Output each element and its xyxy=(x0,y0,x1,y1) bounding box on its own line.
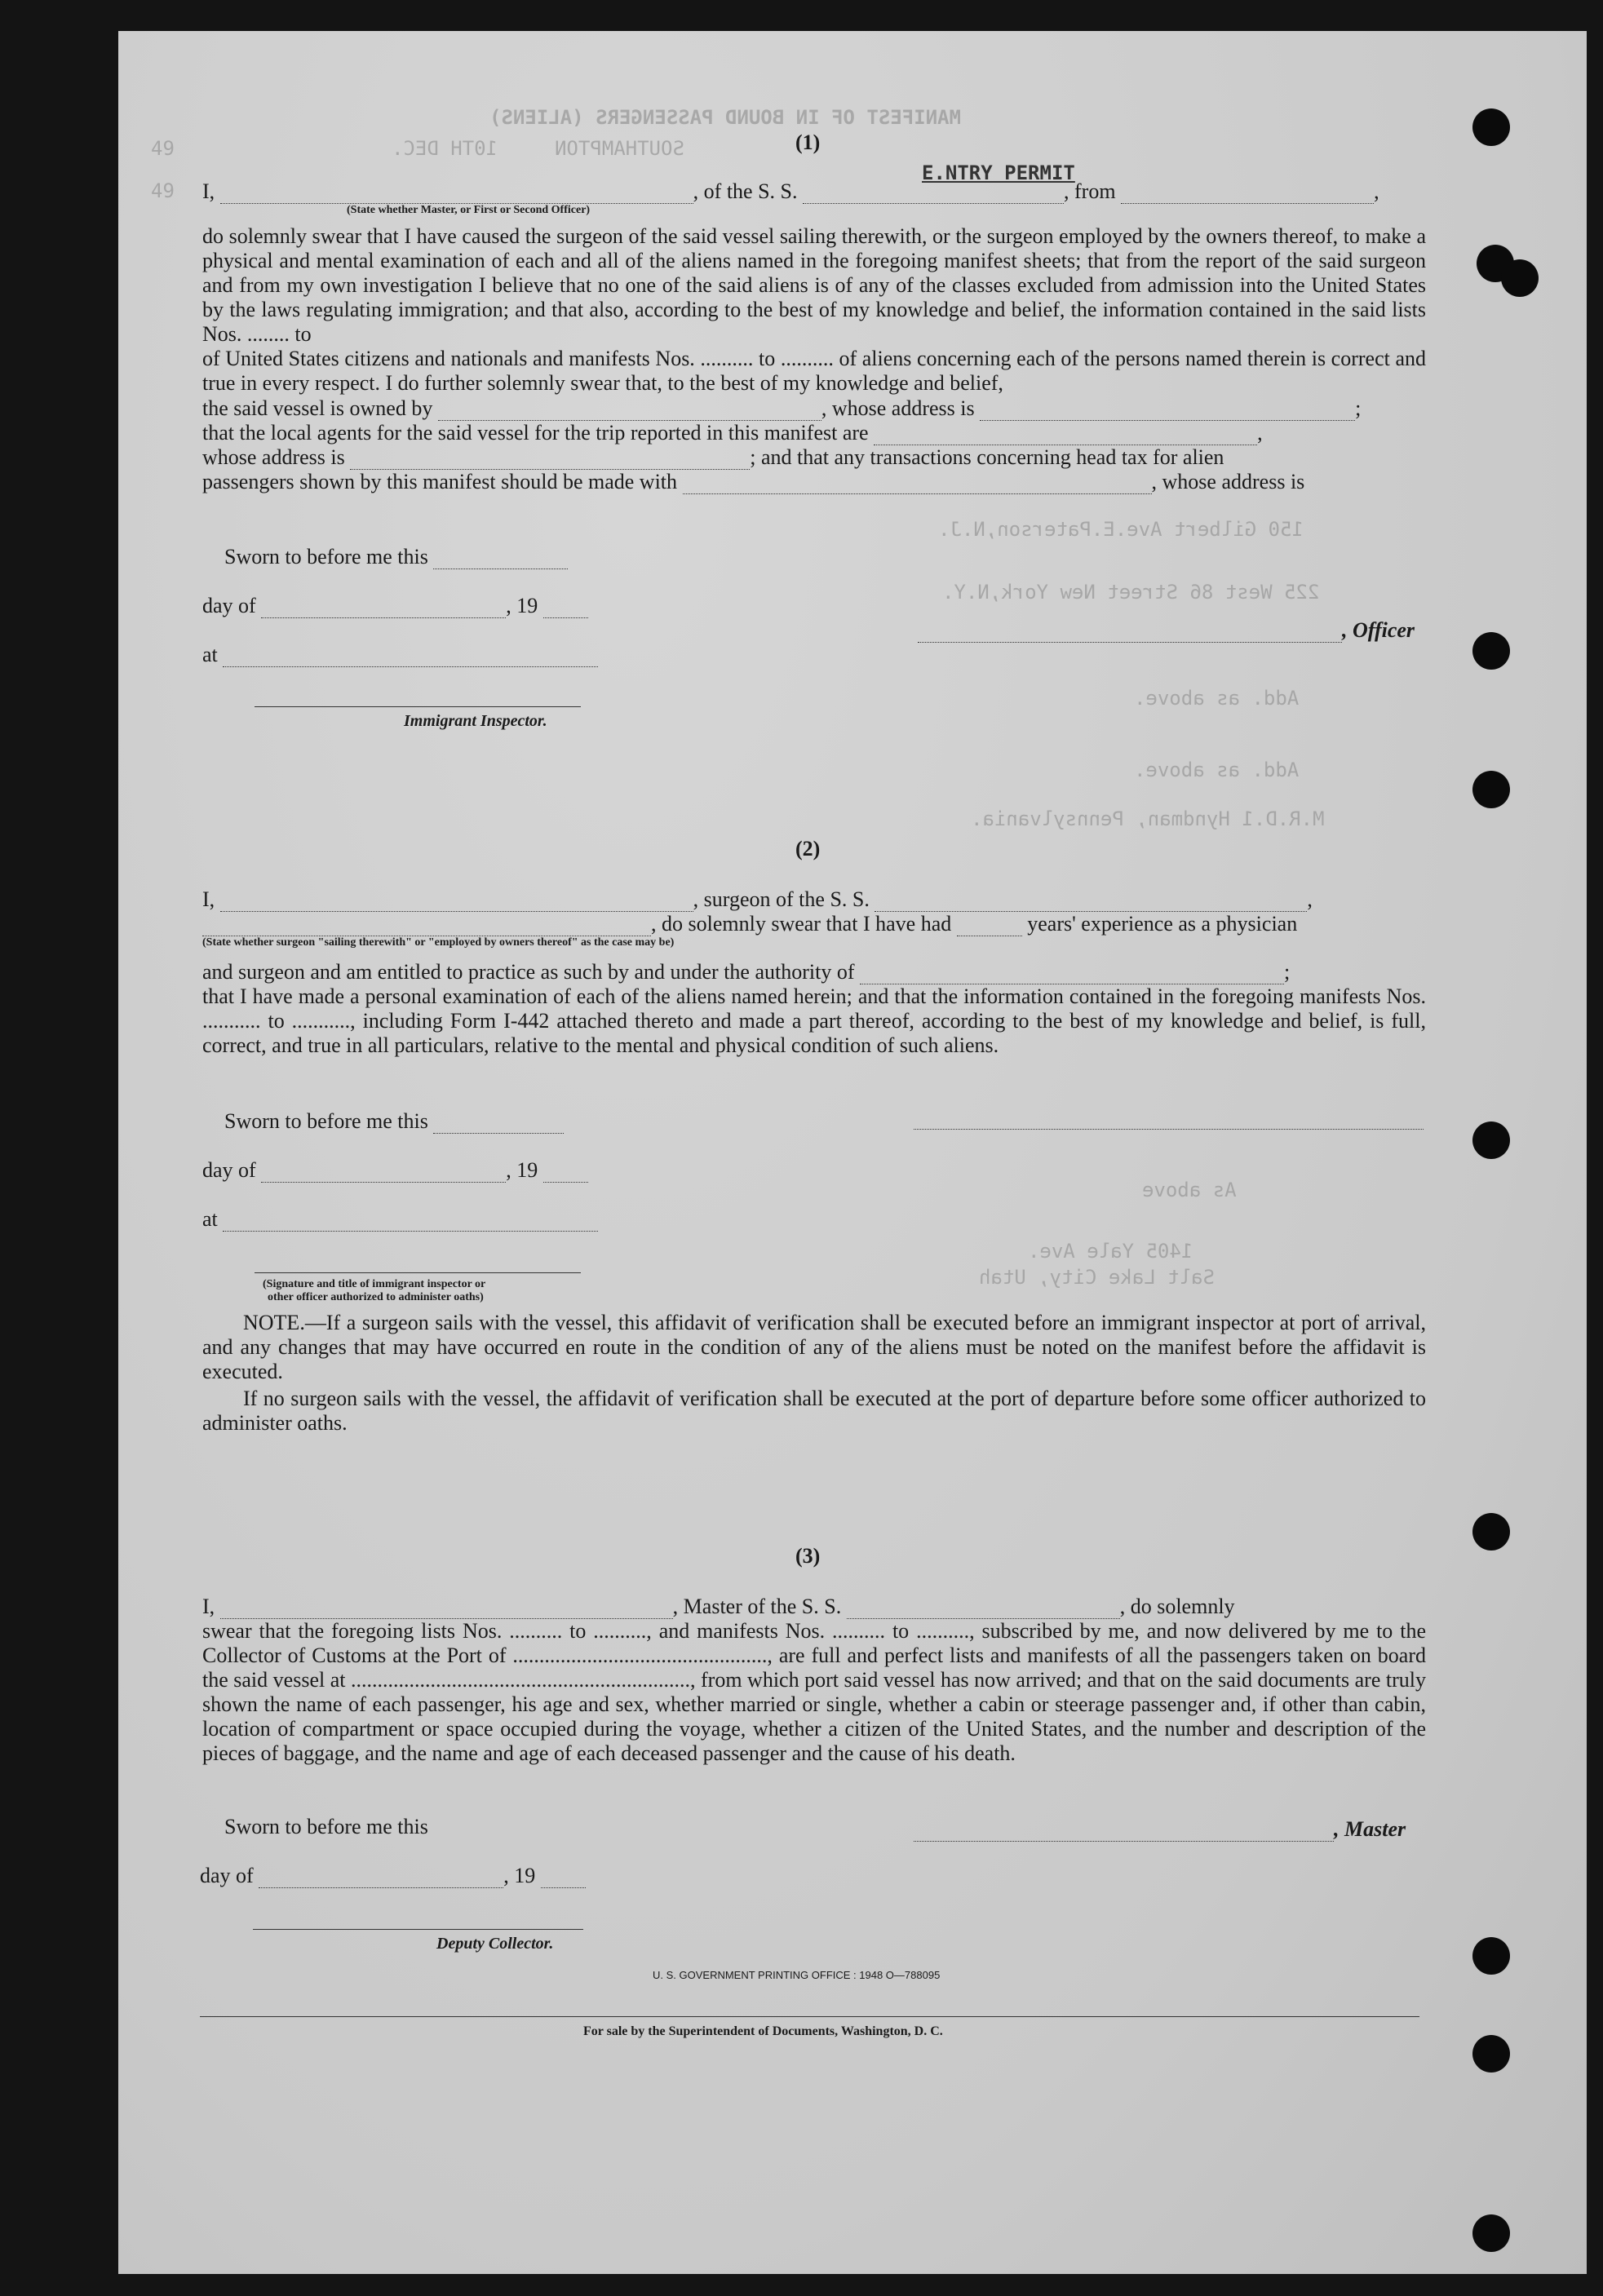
blank-line[interactable] xyxy=(223,645,598,667)
punch-hole xyxy=(1472,2035,1510,2073)
whose-address-line xyxy=(202,445,1224,470)
text: , 19 xyxy=(506,594,538,617)
owned-by-line: the said vessel is owned by , whose address is ; xyxy=(202,396,1362,420)
sworn-line xyxy=(224,1109,564,1134)
day-of-line xyxy=(202,1158,588,1183)
master-signature xyxy=(914,1817,1406,1842)
text: , 19 xyxy=(503,1864,536,1887)
bleed-through-text: Salt Lake City, Utah xyxy=(979,1266,1215,1289)
text: at xyxy=(202,643,218,666)
inspector-signature-line[interactable] xyxy=(255,1272,581,1273)
bleed-through-text: Add. as above. xyxy=(1134,687,1300,710)
text: day of xyxy=(200,1864,254,1887)
inspector-label: Immigrant Inspector. xyxy=(404,712,547,730)
printing-office: U. S. GOVERNMENT PRINTING OFFICE : 1948 O—788095 xyxy=(653,1969,941,1981)
punch-hole xyxy=(1472,771,1510,808)
text: I, xyxy=(202,887,215,911)
ghost-header-line: 10TH DEC. xyxy=(392,137,498,160)
blank-line[interactable] xyxy=(860,962,1284,984)
punch-hole xyxy=(1472,2214,1510,2252)
text: , do solemnly xyxy=(1119,1595,1235,1618)
text: I, xyxy=(202,1595,215,1618)
ghost-header-line: SOUTHAMPTON xyxy=(555,137,684,160)
text: passengers shown by this manifest should be made with xyxy=(202,470,678,493)
deputy-signature-line[interactable] xyxy=(253,1929,583,1930)
bleed-through-text: 225 West 86 Street New York,N.Y. xyxy=(942,581,1320,604)
blank-line[interactable] xyxy=(541,1866,586,1888)
field-note: (State whether Master, or First or Second Officer) xyxy=(347,204,591,216)
master-label: , Master xyxy=(1334,1817,1406,1841)
officer-line xyxy=(918,618,1415,643)
text: , of the S. S. xyxy=(693,179,798,203)
bleed-through-text: As above xyxy=(1142,1179,1237,1201)
blank-line[interactable] xyxy=(543,596,588,618)
day-of-line xyxy=(200,1864,586,1888)
text: I, xyxy=(202,179,215,203)
text: the said vessel is owned by xyxy=(202,396,433,420)
bleed-through-text: Add. as above. xyxy=(1134,759,1300,781)
blank-line[interactable] xyxy=(433,1112,564,1134)
blank-line[interactable] xyxy=(438,399,821,421)
blank-line[interactable] xyxy=(433,547,568,569)
master-line-3 xyxy=(202,1595,1235,1619)
section1-paragraph: do solemnly swear that I have caused the surgeon of the said vessel sailing therewith, or the surgeon employed by the owners thereof, to make a physical and mental examination of each and all of the aliens named in the foregoing manifest sheets; that from the report of the said surgeon and from my own investigation I believe that no one of the said aliens is of any of the classes excluded from admission into the United States by the laws regulating immigration; and that also, according to the best of my knowledge and belief, the information contained in the said lists Nos. ........ to xyxy=(202,224,1426,346)
blank-line[interactable] xyxy=(803,182,1064,204)
at-line xyxy=(202,643,598,667)
ghost-header-line: 49 xyxy=(151,179,175,202)
section1-paragraph: of United States citizens and nationals and manifests Nos. .......... to .......... of aliens concerning each of the persons named therein is correct and true in every respect. I do further solemnly swear that, to the best of my knowledge and belief, xyxy=(202,347,1426,395)
blank-line[interactable] xyxy=(543,1161,588,1183)
blank-line[interactable] xyxy=(220,182,693,204)
blank-line[interactable] xyxy=(980,399,1355,421)
signature-note: other officer authorized to administer oaths) xyxy=(268,1291,484,1303)
blank-line[interactable] xyxy=(914,1820,1334,1842)
punch-hole xyxy=(1472,108,1510,146)
blank-line[interactable] xyxy=(350,448,750,470)
for-sale-note: For sale by the Superintendent of Documents, Washington, D. C. xyxy=(583,2024,943,2038)
text: Sworn to before me this xyxy=(224,545,428,568)
blank-line[interactable] xyxy=(918,621,1342,643)
punch-hole xyxy=(1472,1937,1510,1975)
text: ; and that any transactions concerning head tax for alien xyxy=(750,445,1224,469)
text: that the local agents for the said vessel for the trip reported in this manifest are xyxy=(202,421,869,445)
bleed-through-text: 150 Gilbert Ave.E.Paterson,N.J. xyxy=(938,518,1304,541)
text: , whose address is xyxy=(1151,470,1305,493)
text: , surgeon of the S. S. xyxy=(693,887,870,911)
note-paragraph xyxy=(202,1311,1426,1384)
text: , from xyxy=(1064,179,1116,203)
punch-hole xyxy=(1472,632,1510,670)
text: years' experience as a physician xyxy=(1027,912,1298,936)
master-line: I, , of the S. S. , from , xyxy=(202,179,1379,203)
surgeon-line-2 xyxy=(202,912,1297,936)
text: , do solemnly swear that I have had xyxy=(651,912,952,936)
sworn-line xyxy=(224,545,568,569)
blank-line[interactable] xyxy=(223,1210,598,1232)
punch-hole xyxy=(1472,1121,1510,1159)
blank-line[interactable] xyxy=(261,596,506,618)
ghost-header-line: MANIFEST OF IN BOUND PASSENGERS (ALIENS) xyxy=(489,106,961,129)
ghost-header-line: 49 xyxy=(151,137,175,160)
blank-line[interactable] xyxy=(683,472,1152,494)
punch-hole xyxy=(1501,259,1539,297)
bleed-through-text: M.R.D.1 Hyndman, Pennsylvania. xyxy=(971,807,1325,830)
blank-line[interactable] xyxy=(875,890,1307,912)
text: at xyxy=(202,1207,218,1231)
bleed-through-text: 1405 Yale Ave. xyxy=(1028,1240,1193,1263)
text: and surgeon and am entitled to practice as such by and under the authority of xyxy=(202,960,855,984)
blank-line[interactable] xyxy=(874,423,1257,445)
surgeon-signature-line[interactable] xyxy=(914,1129,1424,1130)
text: , whose address is xyxy=(821,396,975,420)
section3-paragraph: swear that the foregoing lists Nos. .......... to .........., and manifests Nos. .......... to .........., subscribed by me, and now delivered by me to the Collector of Customs at the Port of ................................................, are full and perfect lists and manifests of all the passengers taken on board the said vessel at ................................................................, from which port said vessel has now arrived; and that on the said documents are truly shown the name of each passenger, his age and sex, whether married or single, whether a cabin or steerage passenger and, if other than cabin, location of compartment or space occupied during the voyage, whether a citizen of the United States, and the number and description of the pieces of baggage, and the name and age of each deceased passenger and the cause of his death. xyxy=(202,1619,1426,1765)
text: day of xyxy=(202,594,256,617)
punch-hole xyxy=(1472,1513,1510,1551)
blank-line[interactable] xyxy=(220,890,693,912)
at-line xyxy=(202,1207,598,1232)
sworn-line xyxy=(224,1815,428,1839)
text: Sworn to before me this xyxy=(224,1815,428,1838)
blank-line[interactable] xyxy=(261,1161,506,1183)
section-number: (2) xyxy=(795,837,821,860)
entry-permit-stamp: E.NTRY PERMIT xyxy=(922,161,1075,184)
section-number: (1) xyxy=(795,131,821,154)
note-label: NOTE. xyxy=(243,1311,305,1334)
section2-paragraph: that I have made a personal examination of each of the aliens named herein; and that the information contained in the foregoing manifests Nos. ........... to ..........., including Form I-442 attached thereto and made a part thereof, according to the best of my knowledge and belief, is full, correct, and true in all particulars, relative to the mental and physical condition of such aliens. xyxy=(202,984,1426,1057)
passengers-line xyxy=(202,470,1304,494)
text: day of xyxy=(202,1158,256,1182)
field-note: (State whether surgeon "sailing therewith" or "employed by owners thereof" as the case may be) xyxy=(202,936,675,949)
local-agents-line: that the local agents for the said vessel for the trip reported in this manifest are , xyxy=(202,421,1263,445)
day-of-line xyxy=(202,594,588,618)
note-text: If no surgeon sails with the vessel, the affidavit of verification shall be executed at the port of departure before some officer authorized to administer oaths. xyxy=(202,1387,1426,1435)
deputy-label: Deputy Collector. xyxy=(436,1935,554,1953)
text: , 19 xyxy=(506,1158,538,1182)
blank-line[interactable] xyxy=(957,914,1022,936)
surgeon-line: I, , surgeon of the S. S. , xyxy=(202,887,1313,911)
blank-line[interactable] xyxy=(259,1866,503,1888)
note-paragraph xyxy=(202,1387,1426,1436)
officer-label: , Officer xyxy=(1342,618,1415,642)
authority-line: and surgeon and am entitled to practice as such by and under the authority of ; xyxy=(202,960,1291,984)
note-text: —If a surgeon sails with the vessel, this affidavit of verification shall be executed before an immigrant inspector at port of arrival, and any changes that may have occurred en route in the condition of any of the aliens must be noted on the manifest before the affidavit is executed. xyxy=(202,1311,1426,1383)
signature-note: (Signature and title of immigrant inspector or xyxy=(263,1278,486,1290)
blank-line[interactable] xyxy=(220,1597,673,1619)
blank-line[interactable] xyxy=(1121,182,1374,204)
text: , Master of the S. S. xyxy=(672,1595,842,1618)
section-number: (3) xyxy=(795,1544,821,1568)
inspector-signature-line[interactable] xyxy=(255,706,581,707)
blank-line[interactable] xyxy=(202,914,651,936)
footer-rule xyxy=(200,2016,1419,2017)
text: Sworn to before me this xyxy=(224,1109,428,1133)
blank-line[interactable] xyxy=(847,1597,1120,1619)
text: whose address is xyxy=(202,445,345,469)
